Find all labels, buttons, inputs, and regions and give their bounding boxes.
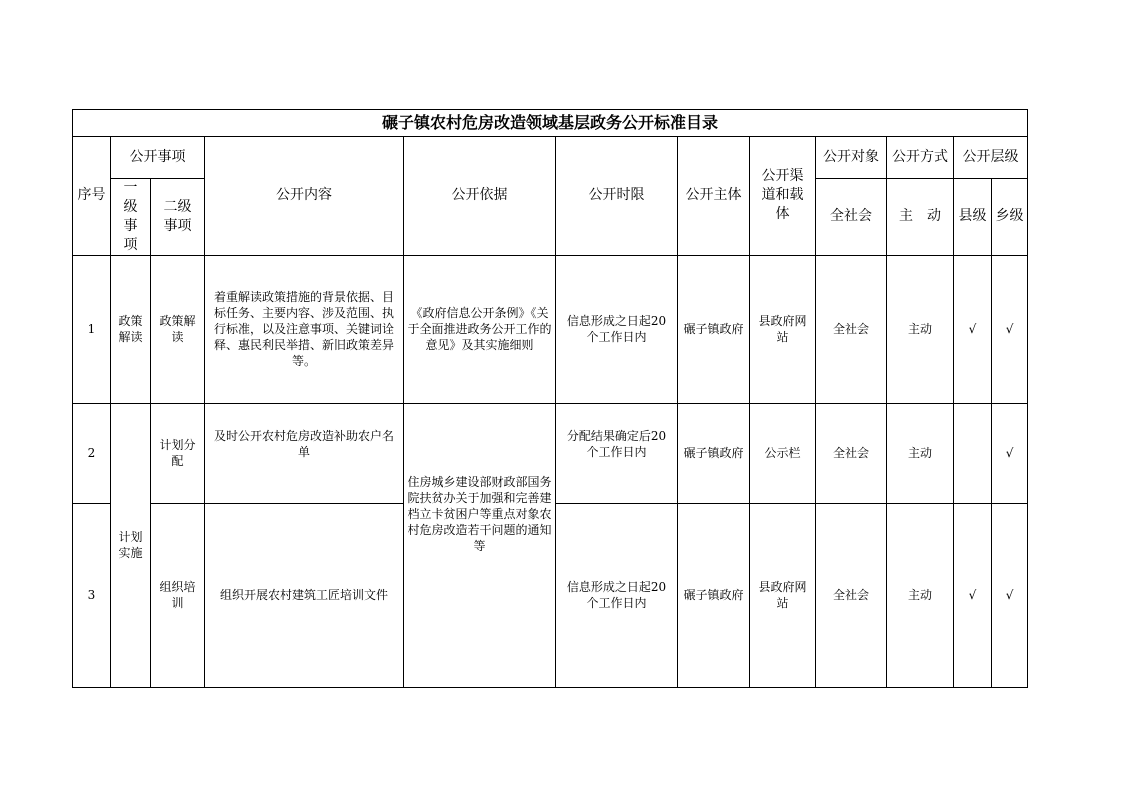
row-town: √	[992, 503, 1028, 687]
header-target-sub: 全社会	[816, 179, 887, 256]
header-matter: 公开事项	[111, 137, 205, 179]
table-row	[73, 255, 1028, 403]
title-row	[73, 110, 1028, 137]
row-level1: 政策解读	[111, 255, 151, 403]
header-time-limit: 公开时限	[556, 137, 678, 256]
row-town: √	[992, 255, 1028, 403]
row-channel: 公示栏	[750, 403, 816, 503]
row-basis: 《政府信息公开条例》《关于全面推进政务公开工作的意见》及其实施细则	[404, 255, 556, 403]
header-seq: 序号	[73, 137, 111, 256]
row-seq: 1	[73, 255, 111, 403]
row-level2: 计划分配	[151, 403, 205, 503]
header-town: 乡级	[992, 179, 1028, 256]
row-time-limit: 信息形成之日起20个工作日内	[556, 255, 678, 403]
row-target: 全社会	[816, 403, 887, 503]
header-layer: 公开层级	[954, 137, 1028, 179]
row-level2: 政策解读	[151, 255, 205, 403]
row-seq: 2	[73, 403, 111, 503]
header-content: 公开内容	[205, 137, 404, 256]
header-method-sub: 主 动	[887, 179, 954, 256]
header-county: 县级	[954, 179, 992, 256]
header-subject: 公开主体	[678, 137, 750, 256]
row-method: 主动	[887, 503, 954, 687]
row-county	[954, 403, 992, 503]
row-subject: 碾子镇政府	[678, 403, 750, 503]
header-row-1	[73, 137, 1028, 179]
row-content: 组织开展农村建筑工匠培训文件	[205, 503, 404, 687]
row-seq: 3	[73, 503, 111, 687]
catalog-table	[72, 109, 1028, 688]
row-content: 着重解读政策措施的背景依据、目标任务、主要内容、涉及范围、执行标准，以及注意事项、关键词诠释、惠民利民举措、新旧政策差异等。	[205, 255, 404, 403]
row-method: 主动	[887, 255, 954, 403]
header-target: 公开对象	[816, 137, 887, 179]
header-level1: 一级事项	[111, 179, 151, 256]
row-channel: 县政府网站	[750, 503, 816, 687]
row-time-limit: 信息形成之日起20个工作日内	[556, 503, 678, 687]
table-title: 碾子镇农村危房改造领域基层政务公开标准目录	[73, 110, 1028, 137]
row-county: √	[954, 503, 992, 687]
row-content: 及时公开农村危房改造补助农户名单	[205, 403, 404, 503]
row-target: 全社会	[816, 255, 887, 403]
header-method: 公开方式	[887, 137, 954, 179]
row-county: √	[954, 255, 992, 403]
header-level2: 二级事项	[151, 179, 205, 256]
row-subject: 碾子镇政府	[678, 503, 750, 687]
row-town: √	[992, 403, 1028, 503]
row-level1: 计划实施	[111, 403, 151, 687]
header-channel: 公开渠道和载体	[750, 137, 816, 256]
row-level2: 组织培训	[151, 503, 205, 687]
row-channel: 县政府网站	[750, 255, 816, 403]
row-subject: 碾子镇政府	[678, 255, 750, 403]
row-target: 全社会	[816, 503, 887, 687]
header-basis: 公开依据	[404, 137, 556, 256]
table-row	[73, 403, 1028, 503]
row-time-limit: 分配结果确定后20个工作日内	[556, 403, 678, 503]
row-basis: 住房城乡建设部财政部国务院扶贫办关于加强和完善建档立卡贫困户等重点对象农村危房改造若干问题的通知等	[404, 403, 556, 687]
row-method: 主动	[887, 403, 954, 503]
